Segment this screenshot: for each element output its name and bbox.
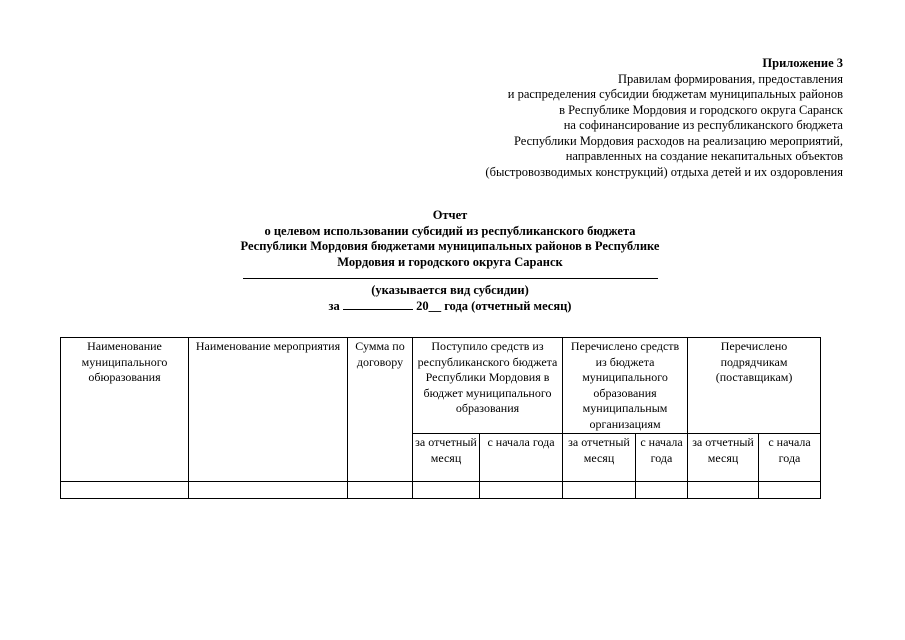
report-table bbox=[60, 337, 821, 499]
report-title: Отчет bbox=[432, 208, 468, 222]
report-period bbox=[200, 299, 700, 315]
table-cell bbox=[759, 482, 821, 499]
appendix-line: и распределения субсидии бюджетам муниципальных районов bbox=[507, 87, 843, 101]
subheader-received-month: за отчетный месяц bbox=[413, 434, 480, 482]
appendix-line: Правилам формирования, предоставления bbox=[617, 71, 843, 86]
header-transferred-contractors: Перечислено подрядчикам (поставщикам) bbox=[688, 338, 821, 434]
table-cell bbox=[413, 482, 480, 499]
table-cell bbox=[636, 482, 688, 499]
appendix-line: Республики Мордовия расходов на реализацию мероприятий, bbox=[513, 133, 843, 148]
appendix-line: (быстровозводимых конструкций) отдыха детей и их оздоровления bbox=[485, 164, 843, 179]
table-cell bbox=[480, 482, 563, 499]
subheader-transferred-contractors-ytd: с начала года bbox=[759, 434, 821, 482]
header-event: Наименование мероприятия bbox=[189, 338, 348, 482]
period-prefix: за bbox=[328, 298, 340, 313]
period-year: 20__ bbox=[416, 298, 442, 313]
subheader-received-ytd: с начала года bbox=[480, 434, 563, 482]
header-contract-sum: Сумма по договору bbox=[348, 338, 413, 482]
appendix-line: направленных на создание некапитальных объектов bbox=[565, 149, 843, 163]
report-line: о целевом использовании субсидий из республиканского бюджета bbox=[264, 223, 636, 238]
subsidy-type-hint: (указывается вид субсидии) bbox=[371, 283, 529, 297]
table-row bbox=[61, 482, 821, 499]
table-cell bbox=[688, 482, 759, 499]
table-cell bbox=[189, 482, 348, 499]
period-suffix: года (отчетный месяц) bbox=[444, 298, 572, 313]
subheader-transferred-contractors-month: за отчетный месяц bbox=[688, 434, 759, 482]
appendix-line: на софинансирование из республиканского бюджета bbox=[563, 118, 843, 132]
table-cell bbox=[563, 482, 636, 499]
table-cell bbox=[61, 482, 189, 499]
subheader-transferred-orgs-ytd: с начала года bbox=[636, 434, 688, 482]
header-received: Поступило средств из республиканского бюджета Республики Мордовия в бюджет муниципального образования bbox=[413, 338, 563, 434]
appendix-title: Приложение 3 bbox=[762, 56, 843, 70]
report-line: Республики Мордовия бюджетами муниципальных районов в Республике bbox=[240, 239, 660, 253]
period-month-blank bbox=[343, 299, 413, 310]
subheader-transferred-orgs-month: за отчетный месяц bbox=[563, 434, 636, 482]
appendix-block bbox=[485, 56, 843, 180]
appendix-line: в Республике Мордовия и городского округа Саранск bbox=[559, 102, 843, 117]
header-transferred-orgs: Перечислено средств из бюджета муниципального образования муниципальным организациям bbox=[563, 338, 688, 434]
report-heading bbox=[200, 208, 700, 314]
report-line: Мордовия и городского округа Саранск bbox=[337, 254, 563, 269]
subsidy-type-line bbox=[243, 278, 658, 279]
table-cell bbox=[348, 482, 413, 499]
header-municipality: Наименование муниципального обюразования bbox=[61, 338, 189, 482]
